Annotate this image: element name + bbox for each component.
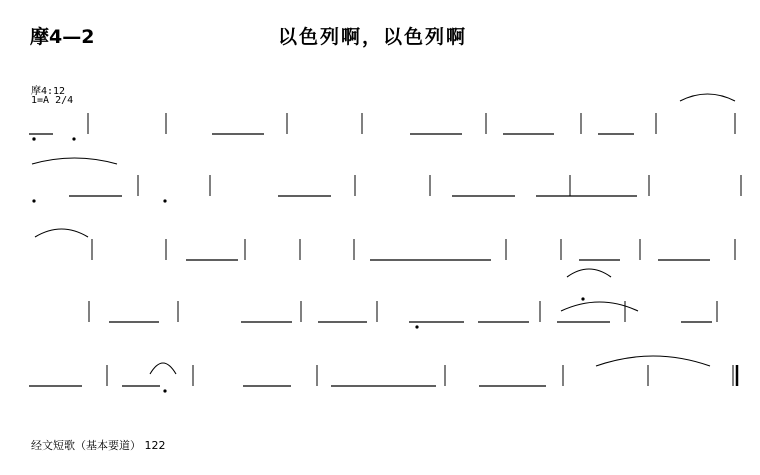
- source-footer: 经文短歌（基本要道） 122: [31, 439, 166, 452]
- octave-dot: [415, 325, 418, 328]
- slur: [567, 269, 611, 277]
- octave-dot: [72, 137, 75, 140]
- octave-dot: [163, 389, 166, 392]
- octave-dot: [32, 137, 35, 140]
- slur: [596, 356, 710, 366]
- hymn-code: 摩4—2: [30, 26, 95, 48]
- slur: [561, 302, 638, 311]
- octave-dot: [32, 199, 35, 202]
- octave-dot: [163, 199, 166, 202]
- octave-dot: [581, 297, 584, 300]
- scripture-ref: 摩4:12: [31, 86, 66, 97]
- slur: [35, 229, 88, 237]
- hymn-title: 以色列啊，以色列啊: [278, 26, 468, 48]
- key-signature: 1=A 2/4: [31, 95, 74, 106]
- slur: [32, 158, 117, 164]
- slur: [680, 94, 735, 101]
- slur: [150, 363, 176, 374]
